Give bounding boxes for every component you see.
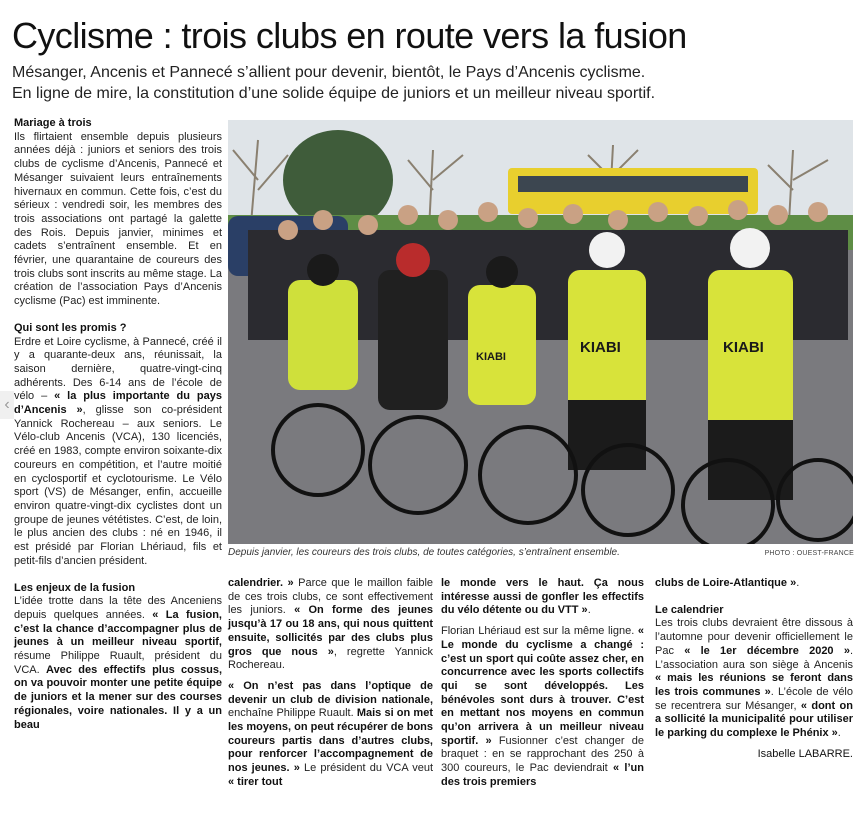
text-run: , regrette Yannick Rochereau. bbox=[228, 645, 433, 672]
text-run: Les trois clubs devraient être dissous à l’automne pour devenir officiellement le Pac bbox=[655, 617, 853, 657]
text-run: résume Philippe Ruault, président du VCA. bbox=[14, 650, 222, 676]
text-run: , glisse son co-président Yannick Rochereau – aux seniors. Le Vélo-club Ancenis (VCA), 130 licenciés, créé en 1983, compte environ soixante-dix coureurs en compétition, et l’autre moitié en cyclosportif et cyclotourisme. Le Vélo sport (VS) de Mésanger, enfin, accueille environ quatre-vingt-dix cyclistes dont un groupe de jeunes vététistes. C’est, de loin, le plus ancien des clubs : né en 1946, il est présidé par Florian Lhériaud, fils et petit-fils d’ancien président. bbox=[14, 404, 222, 567]
photo-bus-windows bbox=[518, 176, 748, 192]
quote-run: Avec des effectifs plus cossus, on va pouvoir monter une petite équipe de juniors et la mener sur des courses régionales, voire nationales. Il y a un beau bbox=[14, 663, 223, 731]
article-column-2 bbox=[228, 577, 433, 797]
article-column-4 bbox=[655, 577, 853, 761]
paragraph-mariage: Ils flirtaient ensemble depuis plusieurs années déjà : juniors et seniors des trois clubs de cyclisme d’Ancenis, Pannecé et Mésanger suivaient leurs entraînements hivernaux en commun. Cette fois, c’est du sérieux : vendredi soir, les membres des trois associations ont partagé la galette des Rois. Depuis janvier, minimes et cadets s’entraînent ensemble. Et en février, une quarantaine de coureurs des trois clubs sont inscrits au même stage. La création de l’association Pays d’Ancenis cyclisme (Pac) est imminente. bbox=[14, 130, 222, 308]
standfirst bbox=[12, 62, 857, 104]
quote-run: « tirer tout bbox=[228, 775, 283, 788]
text-run: Fusionner c’est changer de braquet : en se rapprochant des 250 à 300 coureurs, le Pac deviendrait bbox=[441, 734, 644, 775]
photo-credit: PHOTO : OUEST-FRANCE bbox=[764, 550, 854, 557]
paragraph-enjeux-2-cont bbox=[441, 577, 644, 618]
headline: Cyclisme : trois clubs en route vers la fusion bbox=[12, 15, 687, 56]
photo-caption: Depuis janvier, les coureurs des trois clubs, de toutes catégories, s’entraînent ensemble. bbox=[228, 547, 620, 558]
text-run: Florian Lhériaud est sur la même ligne. bbox=[441, 625, 638, 638]
quote-run: le monde vers le haut. Ça nous intéresse aussi de gonfler les effectifs du vélo détente ou du VTT » bbox=[441, 577, 644, 617]
standfirst-line-2: En ligne de mire, la constitution d’une solide équipe de juniors et un meilleur niveau sportif. bbox=[12, 85, 656, 102]
quote-run: clubs de Loire-Atlantique » bbox=[655, 577, 797, 589]
text-run: Erdre et Loire cyclisme, à Pannecé, créé il y a quarante-deux ans, réunissait, la saison dernière, quatre-vingt-cinq adhérents. Des 6-14 ans de l’école de vélo – bbox=[14, 335, 222, 403]
quote-run: « le 1er décembre 2020 » bbox=[684, 644, 850, 657]
paragraph-enjeux-3 bbox=[441, 625, 644, 789]
quote-run: « Le monde du cyclisme a changé : c’est un sport qui coûte assez cher, en concurrence avec les sports collectifs qui se sont développés. Les bénévoles sont durs à trouver. C’est en mettant nos moyens en commun qu’on arrivera à un meilleur niveau sportif. » bbox=[441, 625, 644, 747]
previous-page-arrow-icon[interactable]: ‹ bbox=[0, 391, 14, 419]
quote-run: « On n’est pas dans l’optique de devenir un club de division nationale, bbox=[228, 679, 433, 706]
text-run: enchaîne Philippe Ruault. bbox=[228, 707, 357, 720]
text-run: . bbox=[796, 577, 800, 589]
subtitle-promis: Qui sont les promis ? bbox=[14, 321, 127, 334]
text-run: . bbox=[837, 727, 841, 740]
quote-run: « On forme des jeunes jusqu’à 17 ou 18 ans, qui nous quittent ensuite, sollicités par des clubs plus gros que nous » bbox=[228, 604, 433, 658]
jersey-text-2: KIABI bbox=[723, 339, 764, 356]
subtitle-calendrier: Le calendrier bbox=[655, 603, 724, 616]
text-run: L’idée trotte dans la tête des Anceniens depuis quelques années. bbox=[14, 595, 222, 621]
subtitle-mariage: Mariage à trois bbox=[14, 117, 92, 129]
quote-run: « dont on a sollicité la municipalité pour utiliser le parking du complexe le Phénix » bbox=[655, 699, 853, 740]
subtitle-enjeux: Les enjeux de la fusion bbox=[14, 581, 136, 594]
paragraph-promis bbox=[14, 336, 222, 569]
quote-run: « l’un des trois premiers bbox=[441, 762, 644, 788]
photo-cyclists bbox=[228, 120, 853, 544]
article-column-1 bbox=[14, 117, 222, 739]
text-run: Parce que le maillon faible de ces trois clubs, ce sont effectivement les juniors. bbox=[228, 577, 433, 617]
quote-run: « la plus importante du pays d’Ancenis » bbox=[14, 390, 222, 417]
quote-run: « mais les réunions se feront dans les trois communes » bbox=[655, 672, 853, 698]
text-run: . L’école de vélo se recentrera sur Mésanger, bbox=[655, 685, 853, 712]
quote-run: Mais si on met les moyens, on peut récupérer de bons coureurs partis dans d’autres clubs, pour renforcer l’accompagnement de nos jeunes. » bbox=[228, 707, 433, 775]
text-run: Le président du VCA veut bbox=[299, 762, 433, 775]
text-run: . L’association aura son siège à Ancenis bbox=[655, 644, 853, 671]
paragraph-enjeux-1-cont bbox=[228, 577, 433, 673]
quote-run: « La fusion, c’est la chance d’accompagner plus de jeunes à un meilleur niveau sportif, bbox=[14, 608, 222, 649]
paragraph-enjeux-1 bbox=[14, 595, 222, 732]
standfirst-line-1: Mésanger, Ancenis et Pannecé s’allient pour devenir, bientôt, le Pays d’Ancenis cyclisme. bbox=[12, 64, 646, 81]
quote-run: calendrier. » bbox=[228, 577, 294, 589]
paragraph-enjeux-2 bbox=[228, 680, 433, 790]
article-column-3 bbox=[441, 577, 644, 797]
paragraph-enjeux-3-cont bbox=[655, 577, 853, 591]
author-signature: Isabelle LABARRE. bbox=[757, 747, 853, 760]
jersey-text-1: KIABI bbox=[580, 339, 621, 356]
text-run: . bbox=[587, 604, 591, 617]
paragraph-calendrier bbox=[655, 617, 853, 740]
jersey-text-3: KIABI bbox=[476, 351, 506, 363]
photo-illustration bbox=[228, 120, 853, 544]
